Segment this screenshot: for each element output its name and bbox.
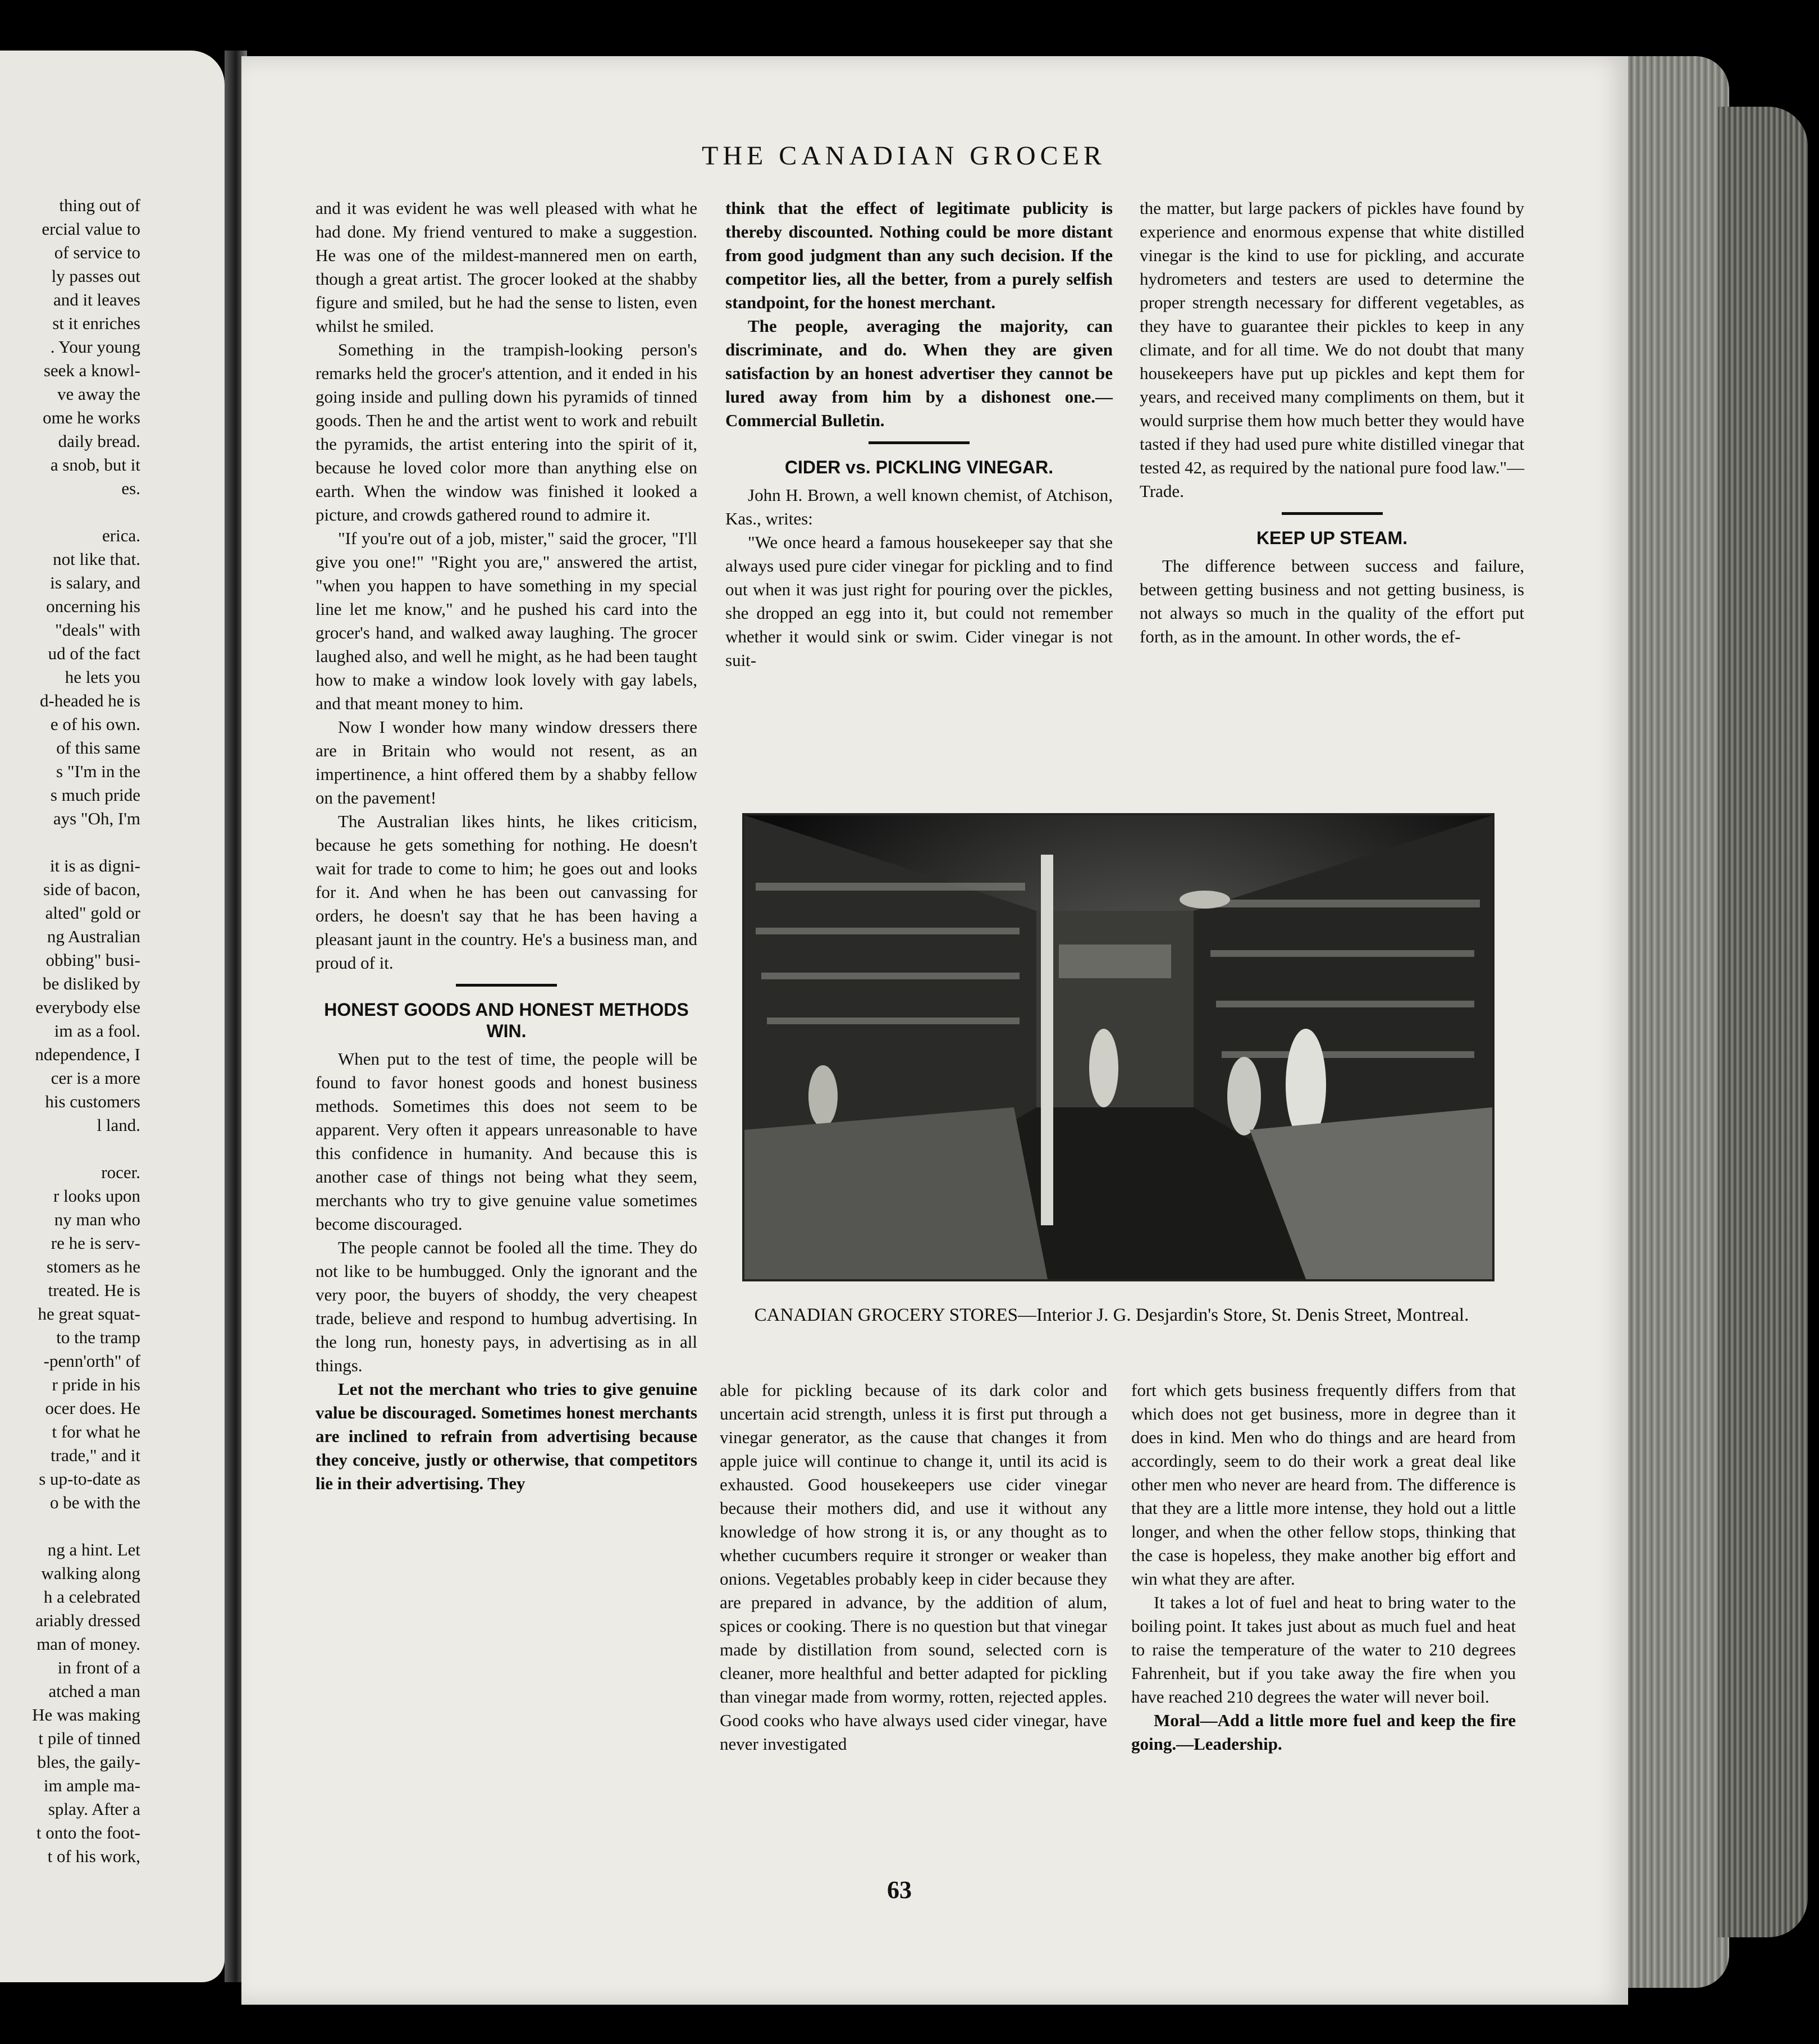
left-page [0,51,225,1982]
text-line: cer is a more [51,1068,140,1088]
text-line: He was making [32,1705,140,1724]
paragraph: The people cannot be fooled all the time. They do not like to be humbugged. Only the ignorant and the very poor, the buyers of shoddy, the very cheapest trade, believe and respond to humbug advertising. In the long run, honesty pays, in advertising as in all things. [316,1238,697,1375]
text-line: t for what he [52,1422,140,1441]
column-3-top [1140,197,1524,649]
text-line: ly passes out [51,266,140,286]
text-line: ud of the fact [48,644,140,663]
text-line: in front of a [57,1658,140,1677]
text-line: be disliked by [43,974,140,993]
text-line: to the tramp [56,1327,140,1347]
text-line: and it leaves [53,290,140,309]
text-line: t pile of tinned [38,1728,140,1748]
paragraph: and it was evident he was well pleased with what he had done. My friend ventured to make a suggestion. He was one of the mildest-mannered men on earth, though a great artist. The grocer looked at the shabby figure and smiled, but he had the sense to listen, even whilst he smiled. [316,198,697,336]
page-edges [1628,56,1729,1988]
text-line: . Your young [50,337,140,357]
text-line: obbing" busi- [45,950,140,970]
text-line: not like that. [53,549,140,569]
text-line: rocer. [101,1162,140,1182]
text-line: l land. [97,1115,140,1135]
text-line: side of bacon, [43,879,140,899]
column-2-top [725,197,1113,672]
text-line: he great squat- [38,1304,140,1324]
paragraph: Let not the merchant who tries to give genuine value be discouraged. Sometimes honest merchants are inclined to refrain from advertising because they conceive, justly or otherwise, that competitors lie in their advertising. They [316,1379,697,1493]
text-line: trade," and it [51,1445,140,1465]
text-line: ome he works [43,408,140,427]
text-line: oncerning his [46,596,140,616]
text-line: s much pride [50,785,140,805]
paragraph: able for pickling because of its dark color and uncertain acid strength, unless it is first put through a vinegar generator, as the cause that changes it from apple juice will continue to change it, until its acid is exhausted. Good housekeepers use cider vinegar because their mothers did, and use it without any knowledge of how strong it is, or any thought as to whether cucumbers require it stronger or weaker than onions. Vegetables probably keep in cider because they are prepared in advance, by the addition of alum, spices or cooking. There is no question but that vinegar made by distillation from sound, selected corn is cleaner, more healthful and better adapted for pickling than vinegar made from wormy, rotten, rejected apples. Good cooks who have always used cider vinegar, have never investigated [720,1380,1107,1754]
left-page-text-fragment [0,194,140,1868]
text-line: he lets you [65,667,140,687]
text-line: daily bread. [58,431,140,451]
text-line: ny man who [54,1210,140,1229]
text-line: splay. After a [48,1799,140,1819]
text-line: r pride in his [52,1375,140,1394]
store-interior-photo [742,813,1494,1281]
text-line: ndependence, I [35,1044,140,1064]
text-line [0,831,140,854]
text-line: ng a hint. Let [47,1540,140,1559]
page-edges-outer [1718,107,1808,1937]
text-line: of this same [56,738,140,758]
text-line [0,1514,140,1538]
text-line: im ample ma- [43,1776,140,1795]
text-line: -penn'orth" of [43,1351,140,1371]
text-line: ercial value to [42,219,140,239]
paragraph: It takes a lot of fuel and heat to bring water to the boiling point. It takes just about as much fuel and heat to raise the temperature of the water to 210 degrees Fahrenheit, but if you take away the fire when you have reached 210 degrees the water will never boil. [1131,1593,1516,1707]
text-line: stomers as he [46,1257,140,1276]
text-line: man of money. [36,1634,140,1654]
text-line: his customers [45,1092,140,1111]
text-line: "deals" with [55,620,140,640]
article-heading: CIDER vs. PICKLING VINEGAR. [784,457,1054,477]
column-1 [316,197,697,1495]
paragraph: "If you're out of a job, mister," said the grocer, "I'll give you one!" "Right you are," answered the artist, "when you happen to have something in my special line let me know," and he pushed his card into the grocer's hand, and walked away laughing. The grocer laughed also, and well he might, as he had been taught how to make a window look lovely with gay labels, and that meant money to him. [316,528,697,713]
article-heading: HONEST GOODS AND HONEST METHODS WIN. [324,1000,689,1041]
text-line: es. [121,478,140,498]
section-divider [1282,512,1383,515]
text-line: treated. He is [48,1280,140,1300]
paragraph: Something in the trampish-looking person's remarks held the grocer's attention, and it ended in his going inside and pulling down his pyramids of tinned goods. Then he and the artist went to work and rebuilt the pyramids, the artist entering into the spirit of it, because he loved color more than anything else on earth. When the window was finished it looked a picture, and crowds gathered round to admire it. [316,340,697,524]
paragraph: John H. Brown, a well known chemist, of Atchison, Kas., writes: [725,485,1113,528]
paragraph: fort which gets business frequently differs from that which does not get business, more in degree than it does in kind. Men who do things and are heard from accordingly, seem to do their work a great deal like other men who never are heard from. The difference is that they are a little more intense, they hold out a little longer, and when the other fellow stops, thinking that the case is hopeless, they make another big effort and win what they are after. [1131,1380,1516,1589]
text-line: a snob, but it [50,455,140,474]
paragraph: The people, averaging the majority, can discriminate, and do. When they are given satisfaction by an honest advertiser they cannot be lured away from him by a dishonest one.—Commercial Bulletin. [725,316,1113,430]
text-line: t of his work, [47,1846,140,1866]
column-2-bottom [720,1379,1107,1756]
photo-caption: CANADIAN GROCERY STORES—Interior J. G. Desjardin's Store, St. Denis Street, Montreal. [754,1305,1469,1325]
text-line: erica. [102,526,140,545]
paragraph: When put to the test of time, the people will be found to favor honest goods and honest business methods. Sometimes this does not seem to be apparent. Very often it appears unreasonable to have this confidence in humanity. And because this is another case of things not being what they seem, merchants who try to give genuine value sometimes become discouraged. [316,1049,697,1234]
text-line: atched a man [48,1681,140,1701]
text-line: ays "Oh, I'm [53,809,140,828]
paragraph: Now I wonder how many window dressers there are in Britain who would not resent, as an impertinence, a hint offered them by a shabby fellow on the pavement! [316,717,697,807]
text-line: walking along [41,1563,140,1583]
text-line: is salary, and [50,573,140,592]
paragraph: think that the effect of legitimate publicity is thereby discounted. Nothing could be more distant from good judgment than any such decision. If the competitor lies, all the better, from a purely selfish standpoint, for the honest merchant. [725,198,1113,312]
paragraph: "We once heard a famous housekeeper say that she always used pure cider vinegar for pickling and to find out when it was just right for pouring over the pickles, she dropped an egg into it, but could not remember whether it would sink or swim. Cider vinegar is not suit- [725,532,1113,670]
paragraph: The Australian likes hints, he likes criticism, because he gets something for nothing. He doesn't wait for trade to come to him; he goes out and looks for it. And when he has been out canvassing for orders, he doesn't say that he has been having a pleasant jaunt in the country. He's a business man, and proud of it. [316,811,697,973]
paragraph: Moral—Add a little more fuel and keep the fire going.—Leadership. [1131,1710,1516,1754]
text-line: seek a knowl- [43,361,140,380]
text-line: im as a fool. [54,1021,140,1041]
store-interior-illustration [744,815,1492,1279]
page-number: 63 [887,1876,912,1904]
text-line: s up-to-date as [39,1469,140,1489]
text-line: thing out of [59,195,140,215]
text-line: s "I'm in the [56,761,140,781]
paragraph: the matter, but large packers of pickles have found by experience and enormous expense that white distilled vinegar is the kind to use for pickling, and accurate hydrometers and testers are used to determine the proper strength necessary for different vegetables, as they have to guarantee their pickles to keep in any climate, and for all time. We do not doubt that many housekeepers have put up pickles and kept them for years, and received many compliments on them, but it would surprise them how much better they would have tasted if they had used pure white distilled vinegar that tested 42, as required by the national pure food law."—Trade. [1140,198,1524,501]
text-line [0,1137,140,1161]
text-line: st it enriches [52,313,140,333]
running-head: THE CANADIAN GROCER [702,141,1106,171]
text-line: of service to [54,243,140,262]
text-line: r looks upon [53,1186,140,1206]
text-line: re he is serv- [51,1233,140,1253]
text-line: ocer does. He [45,1398,140,1418]
text-line: everybody else [35,997,140,1017]
text-line: bles, the gaily- [37,1752,140,1772]
text-line [0,500,140,524]
text-line: ng Australian [47,927,140,946]
col1-paragraphs-2 [316,1047,697,1495]
text-line: ariably dressed [35,1610,140,1630]
text-line: e of his own. [50,714,140,734]
col1-paragraphs [316,197,697,975]
text-line: d-headed he is [39,691,140,710]
article-heading: KEEP UP STEAM. [1256,528,1408,548]
text-line: alted" gold or [45,903,140,923]
section-divider [456,984,557,987]
paragraph: The difference between success and failure, between getting business and not getting business, is not always so much in the quality of the effort put forth, as in the amount. In other words, the ef- [1140,556,1524,646]
col2-paragraphs [725,197,1113,432]
section-divider [869,441,970,444]
text-line: it is as digni- [49,856,140,875]
column-3-bottom [1131,1379,1516,1756]
text-line: t onto the foot- [36,1823,140,1842]
text-line: h a celebrated [43,1587,140,1607]
text-line: ve away the [57,384,140,404]
text-line: o be with the [50,1493,140,1512]
